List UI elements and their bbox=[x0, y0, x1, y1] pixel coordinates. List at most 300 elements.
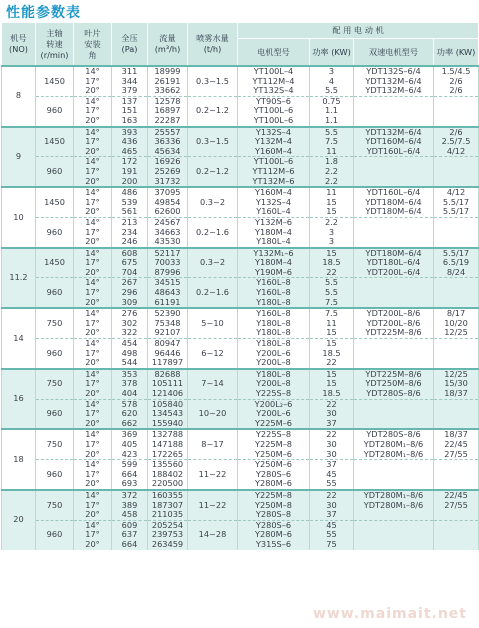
dual-power-cell bbox=[434, 399, 479, 429]
pressure-cell-value: 246 bbox=[121, 236, 138, 247]
speed-cell: 960 bbox=[36, 339, 74, 369]
power-cell-value: 15 bbox=[326, 327, 337, 338]
blade-angle-cell-value: 14° bbox=[85, 95, 100, 106]
speed-cell: 1450 bbox=[36, 127, 74, 157]
flow-cell bbox=[148, 278, 188, 308]
col-dual-power-header: 功率 (KW) bbox=[434, 39, 479, 67]
blade-angle-cell-value: 14° bbox=[85, 277, 100, 288]
flow-cell-value: 26191 bbox=[154, 75, 181, 86]
blade-angle-cell-value: 20° bbox=[85, 145, 100, 156]
motor-model-cell-value: Y280S–8 bbox=[255, 509, 292, 520]
flow-cell bbox=[148, 127, 188, 157]
power-cell-value: 55 bbox=[326, 529, 337, 540]
dual-power-cell-value: 2/6 bbox=[449, 85, 463, 96]
dual-motor-model-cell bbox=[354, 157, 434, 187]
dual-motor-model-cell-value bbox=[354, 237, 433, 247]
pressure-cell bbox=[112, 127, 148, 157]
flow-cell-value: 205254 bbox=[151, 519, 184, 530]
dual-power-cell-value: 18/37 bbox=[444, 388, 468, 398]
motor-model-cell-value: YT112M–4 bbox=[252, 75, 295, 86]
motor-model-cell-value: Y250M–8 bbox=[255, 499, 292, 510]
header-row bbox=[2, 23, 479, 39]
motor-model-cell-value: Y225S–8 bbox=[255, 388, 292, 398]
pressure-cell-value: 378 bbox=[121, 378, 138, 389]
motor-model-cell-value: YT100L–6 bbox=[253, 114, 294, 125]
dual-power-cell bbox=[434, 187, 479, 217]
blade-angle-cell-value: 14° bbox=[85, 459, 100, 470]
flow-cell-value: 36336 bbox=[154, 136, 181, 147]
flow-cell-value: 37095 bbox=[154, 187, 181, 198]
motor-model-cell-value: Y200L–6 bbox=[256, 408, 291, 419]
pressure-cell-value: 311 bbox=[121, 66, 138, 76]
dual-motor-model-cell-value: YDT180L–6/4 bbox=[366, 257, 421, 268]
power-cell-value: 2.2 bbox=[324, 165, 339, 176]
blade-angle-cell-value: 20° bbox=[85, 266, 100, 277]
motor-model-cell-value: Y160M–4 bbox=[255, 187, 292, 198]
motor-model-cell-value: Y190M–6 bbox=[255, 266, 292, 277]
power-cell-value: 15 bbox=[326, 206, 337, 217]
power-cell bbox=[310, 460, 354, 490]
motor-model-cell-value: Y280M–6 bbox=[255, 529, 292, 540]
motor-model-cell-value: Y180L–8 bbox=[256, 338, 291, 349]
motor-model-cell-value: Y132S–4 bbox=[255, 196, 292, 207]
blade-angle-cell-value: 17° bbox=[85, 226, 100, 237]
blade-angle-cell-value: 14° bbox=[85, 519, 100, 530]
flow-cell bbox=[148, 460, 188, 490]
power-cell bbox=[310, 339, 354, 369]
motor-model-cell-value: Y132M–4 bbox=[255, 136, 292, 147]
flow-cell-value: 239753 bbox=[151, 529, 184, 540]
power-cell-value: 4 bbox=[328, 75, 335, 86]
power-cell-value: 30 bbox=[326, 438, 337, 449]
power-cell-value: 5.5 bbox=[324, 126, 339, 137]
flow-cell-value: 92107 bbox=[154, 327, 181, 338]
flow-cell-value: 34663 bbox=[154, 226, 181, 237]
dual-power-cell-value: 12/25 bbox=[444, 368, 468, 379]
motor-model-cell-value: Y160L–4 bbox=[256, 206, 291, 217]
flow-cell-value: 45634 bbox=[154, 145, 181, 156]
motor-model-cell-value: Y225M–8 bbox=[255, 438, 292, 449]
pressure-cell-value: 693 bbox=[121, 478, 138, 489]
blade-angle-cell-value: 17° bbox=[85, 75, 100, 86]
blade-angle-cell-value: 17° bbox=[85, 438, 100, 449]
flow-cell-value: 12578 bbox=[154, 95, 181, 106]
motor-model-cell bbox=[238, 248, 310, 278]
dual-power-cell-value: 5.5/17 bbox=[442, 206, 470, 217]
table-row bbox=[2, 187, 479, 217]
col-model-header: 机号 (NO) bbox=[2, 23, 36, 67]
motor-model-cell bbox=[238, 187, 310, 217]
page-title: 性能参数表 bbox=[6, 5, 81, 21]
pressure-cell-value: 234 bbox=[121, 226, 138, 237]
pressure-cell bbox=[112, 96, 148, 126]
blade-angle-cell-value: 17° bbox=[85, 499, 100, 510]
blade-angle-cell-value: 20° bbox=[85, 357, 100, 368]
power-cell-value: 15 bbox=[326, 378, 337, 389]
table-body bbox=[2, 66, 479, 550]
dual-power-cell-value bbox=[434, 298, 478, 308]
dual-motor-model-cell bbox=[354, 399, 434, 429]
power-cell-value: 22 bbox=[326, 429, 337, 440]
flow-cell-value: 96446 bbox=[154, 347, 181, 358]
blade-angle-cell bbox=[74, 429, 112, 459]
pressure-cell-value: 436 bbox=[121, 136, 138, 147]
flow-cell bbox=[148, 490, 188, 520]
power-cell-value: 37 bbox=[326, 417, 337, 428]
blade-angle-cell bbox=[74, 157, 112, 187]
pressure-cell-value: 578 bbox=[121, 398, 138, 409]
power-cell bbox=[310, 66, 354, 96]
power-cell-value: 3 bbox=[328, 66, 335, 76]
motor-model-cell-value: YT90S–6 bbox=[256, 95, 291, 106]
dual-motor-model-cell-value: YDT160M–6/4 bbox=[365, 136, 422, 147]
dual-power-cell-value: 8/24 bbox=[446, 266, 466, 277]
motor-model-cell-value: Y200L–8 bbox=[256, 357, 291, 368]
pressure-cell-value: 172 bbox=[121, 156, 138, 167]
flow-cell bbox=[148, 66, 188, 96]
motor-model-cell-value: YT100L–4 bbox=[253, 66, 294, 76]
blade-angle-cell-value: 17° bbox=[85, 136, 100, 147]
power-cell-value: 22 bbox=[326, 489, 337, 500]
dual-motor-model-cell-value: YDT132M–6/4 bbox=[365, 126, 422, 137]
table-row bbox=[2, 157, 479, 187]
power-cell-value: 22 bbox=[326, 357, 337, 368]
pressure-cell bbox=[112, 490, 148, 520]
dual-motor-model-cell bbox=[354, 308, 434, 338]
spray-cell: 0.2~1.2 bbox=[188, 96, 238, 126]
pressure-cell-value: 276 bbox=[121, 308, 138, 319]
speed-cell: 750 bbox=[36, 308, 74, 338]
dual-power-cell bbox=[434, 369, 479, 399]
table-row bbox=[2, 66, 479, 96]
power-cell-value: 55 bbox=[326, 478, 337, 489]
dual-motor-model-cell-value: YDT225M–8/6 bbox=[365, 327, 422, 338]
blade-angle-cell-value: 17° bbox=[85, 287, 100, 298]
dual-motor-model-cell-value bbox=[354, 116, 433, 126]
dual-motor-model-cell bbox=[354, 96, 434, 126]
table-row bbox=[2, 96, 479, 126]
flow-cell-value: 33662 bbox=[154, 85, 181, 96]
power-cell bbox=[310, 520, 354, 549]
motor-model-cell-value: YT132S–4 bbox=[253, 85, 294, 96]
dual-power-cell bbox=[434, 308, 479, 338]
speed-cell: 1450 bbox=[36, 187, 74, 217]
spray-cell: 6~12 bbox=[188, 339, 238, 369]
motor-model-cell-value: Y200L–8 bbox=[256, 378, 291, 389]
dual-power-cell bbox=[434, 520, 479, 549]
speed-cell: 1450 bbox=[36, 248, 74, 278]
dual-motor-model-cell-value bbox=[354, 479, 433, 489]
table-row bbox=[2, 369, 479, 399]
blade-angle-cell-value: 14° bbox=[85, 398, 100, 409]
motor-model-cell-value: Y132M₁–6 bbox=[253, 247, 294, 258]
motor-model-cell bbox=[238, 429, 310, 459]
pressure-cell-value: 637 bbox=[121, 529, 138, 540]
motor-model-cell-value: Y225S–8 bbox=[255, 429, 292, 440]
pressure-cell bbox=[112, 248, 148, 278]
spray-cell: 11~22 bbox=[188, 490, 238, 520]
pressure-cell-value: 393 bbox=[121, 126, 138, 137]
pressure-cell bbox=[112, 369, 148, 399]
pressure-cell-value: 609 bbox=[121, 519, 138, 530]
dual-power-cell-value: 5.5/17 bbox=[442, 247, 470, 258]
blade-angle-cell-value: 14° bbox=[85, 368, 100, 379]
pressure-cell-value: 200 bbox=[121, 175, 138, 186]
dual-motor-model-cell-value: YDT280M₁–8/6 bbox=[363, 448, 424, 459]
table-row bbox=[2, 460, 479, 490]
motor-model-cell-value: Y160M–4 bbox=[255, 145, 292, 156]
spray-cell: 0.2~1.6 bbox=[188, 278, 238, 308]
pressure-cell-value: 599 bbox=[121, 459, 138, 470]
dual-power-cell-value: 2/6 bbox=[449, 75, 463, 86]
blade-angle-cell-value: 14° bbox=[85, 187, 100, 198]
power-cell-value: 15 bbox=[326, 196, 337, 207]
blade-angle-cell-value: 17° bbox=[85, 378, 100, 389]
motor-model-cell bbox=[238, 96, 310, 126]
power-cell-value: 7.5 bbox=[324, 136, 339, 147]
dual-motor-model-cell-value: YDT280S–8/6 bbox=[366, 388, 421, 398]
flow-cell-value: 31732 bbox=[154, 175, 181, 186]
dual-motor-model-cell-value bbox=[354, 298, 433, 308]
power-cell-value: 1.1 bbox=[324, 105, 339, 116]
power-cell-value: 37 bbox=[326, 459, 337, 470]
flow-cell-value: 211035 bbox=[151, 509, 184, 520]
blade-angle-cell-value: 20° bbox=[85, 206, 100, 217]
speed-cell: 960 bbox=[36, 278, 74, 308]
pressure-cell bbox=[112, 520, 148, 549]
power-cell bbox=[310, 248, 354, 278]
motor-model-cell bbox=[238, 308, 310, 338]
pressure-cell-value: 163 bbox=[121, 114, 138, 125]
power-cell-value: 37 bbox=[326, 509, 337, 520]
dual-power-cell-value: 22/45 bbox=[444, 438, 468, 449]
speed-cell: 750 bbox=[36, 369, 74, 399]
blade-angle-cell-value: 20° bbox=[85, 417, 100, 428]
dual-motor-model-cell bbox=[354, 339, 434, 369]
blade-angle-cell-value: 17° bbox=[85, 105, 100, 116]
motor-model-cell-value: Y280S–6 bbox=[255, 468, 292, 479]
dual-motor-model-cell bbox=[354, 460, 434, 490]
pressure-cell-value: 561 bbox=[121, 206, 138, 217]
blade-angle-cell bbox=[74, 490, 112, 520]
pressure-cell-value: 389 bbox=[121, 499, 138, 510]
dual-power-cell-value bbox=[434, 177, 478, 187]
motor-model-cell-value: Y180L–8 bbox=[256, 368, 291, 379]
pressure-cell-value: 608 bbox=[121, 247, 138, 258]
power-cell-value: 75 bbox=[326, 538, 337, 549]
model-number: 16 bbox=[2, 369, 36, 430]
flow-cell-value: 155940 bbox=[151, 417, 184, 428]
speed-cell: 750 bbox=[36, 429, 74, 459]
pressure-cell-value: 704 bbox=[121, 266, 138, 277]
dual-power-cell-value: 4/12 bbox=[446, 187, 466, 198]
flow-cell bbox=[148, 217, 188, 247]
col-motor-model-header: 电机型号 bbox=[238, 39, 310, 67]
dual-power-cell-value: 5.5/17 bbox=[442, 196, 470, 207]
motor-model-cell-value: Y280M–6 bbox=[255, 478, 292, 489]
flow-cell-value: 75348 bbox=[154, 317, 181, 328]
power-cell-value: 5.5 bbox=[324, 277, 339, 288]
dual-motor-model-cell-value bbox=[354, 540, 433, 550]
motor-model-cell-value: Y250M–6 bbox=[255, 448, 292, 459]
power-cell-value: 3 bbox=[328, 226, 335, 237]
speed-cell: 960 bbox=[36, 217, 74, 247]
power-cell-value: 1.1 bbox=[324, 114, 339, 125]
flow-cell-value: 16926 bbox=[154, 156, 181, 167]
dual-motor-model-cell-value: YDT132M–6/4 bbox=[365, 75, 422, 86]
motor-model-cell-value: Y200L–6 bbox=[256, 347, 291, 358]
dual-power-cell-value bbox=[434, 358, 478, 368]
dual-motor-model-cell-value: YDT250M–8/6 bbox=[365, 378, 422, 389]
table-row bbox=[2, 429, 479, 459]
motor-model-cell-value: YT100L–6 bbox=[253, 156, 294, 167]
power-cell-value: 11 bbox=[326, 317, 337, 328]
flow-cell-value: 82688 bbox=[154, 368, 181, 379]
pressure-cell-value: 137 bbox=[121, 95, 138, 106]
blade-angle-cell-value: 17° bbox=[85, 347, 100, 358]
blade-angle-cell-value: 20° bbox=[85, 175, 100, 186]
flow-cell-value: 172265 bbox=[151, 448, 184, 459]
power-cell-value: 45 bbox=[326, 468, 337, 479]
flow-cell-value: 80947 bbox=[154, 338, 181, 349]
motor-model-cell-value: Y160L–8 bbox=[256, 287, 291, 298]
dual-power-cell-value bbox=[434, 510, 478, 520]
blade-angle-cell bbox=[74, 399, 112, 429]
pressure-cell-value: 296 bbox=[121, 287, 138, 298]
table-row bbox=[2, 278, 479, 308]
flow-cell bbox=[148, 187, 188, 217]
dual-motor-model-cell-value: YDT200L–8/6 bbox=[366, 308, 421, 319]
spray-cell: 0.2~1.2 bbox=[188, 157, 238, 187]
power-cell-value: 18.5 bbox=[322, 347, 341, 358]
dual-motor-model-cell bbox=[354, 217, 434, 247]
dual-power-cell-value: 22/45 bbox=[444, 489, 468, 500]
motor-model-cell bbox=[238, 520, 310, 549]
power-cell bbox=[310, 187, 354, 217]
motor-model-cell-value: Y180L–8 bbox=[256, 327, 291, 338]
dual-motor-model-cell-value: YDT160L–6/4 bbox=[366, 145, 421, 156]
model-number: 9 bbox=[2, 127, 36, 188]
blade-angle-cell-value: 20° bbox=[85, 388, 100, 398]
pressure-cell bbox=[112, 339, 148, 369]
motor-model-cell-value: Y180L–8 bbox=[256, 317, 291, 328]
blade-angle-cell-value: 14° bbox=[85, 308, 100, 319]
motor-model-cell bbox=[238, 278, 310, 308]
power-cell-value: 15 bbox=[326, 247, 337, 258]
blade-angle-cell bbox=[74, 217, 112, 247]
flow-cell-value: 147188 bbox=[151, 438, 184, 449]
blade-angle-cell bbox=[74, 460, 112, 490]
blade-angle-cell bbox=[74, 339, 112, 369]
pressure-cell bbox=[112, 308, 148, 338]
power-cell-value: 22 bbox=[326, 398, 337, 409]
dual-motor-model-cell-value: YDT280M₁–8/6 bbox=[363, 489, 424, 500]
flow-cell-value: 34515 bbox=[154, 277, 181, 288]
table-row bbox=[2, 399, 479, 429]
blade-angle-cell-value: 20° bbox=[85, 448, 100, 459]
blade-angle-cell bbox=[74, 248, 112, 278]
dual-motor-model-cell-value: YDT160L–6/4 bbox=[366, 187, 421, 198]
dual-power-cell bbox=[434, 217, 479, 247]
flow-cell-value: 105840 bbox=[151, 398, 184, 409]
motor-model-cell bbox=[238, 66, 310, 96]
power-cell bbox=[310, 308, 354, 338]
power-cell-value: 30 bbox=[326, 408, 337, 419]
blade-angle-cell-value: 20° bbox=[85, 114, 100, 125]
dual-motor-model-cell bbox=[354, 278, 434, 308]
col-spray-header: 喷雾水量 (t/h) bbox=[188, 23, 238, 67]
blade-angle-cell-value: 14° bbox=[85, 489, 100, 500]
power-cell-value: 5.5 bbox=[324, 287, 339, 298]
pressure-cell-value: 662 bbox=[121, 417, 138, 428]
pressure-cell-value: 405 bbox=[121, 438, 138, 449]
pressure-cell-value: 379 bbox=[121, 85, 138, 96]
pressure-cell-value: 544 bbox=[121, 357, 138, 368]
flow-cell-value: 61191 bbox=[154, 296, 181, 307]
blade-angle-cell bbox=[74, 278, 112, 308]
table-row bbox=[2, 520, 479, 549]
dual-motor-model-cell-value: YDT180M–6/4 bbox=[365, 206, 422, 217]
flow-cell bbox=[148, 399, 188, 429]
power-cell-value: 30 bbox=[326, 499, 337, 510]
pressure-cell bbox=[112, 429, 148, 459]
pressure-cell bbox=[112, 460, 148, 490]
dual-motor-model-cell bbox=[354, 127, 434, 157]
dual-motor-model-cell-value: YDT180M–6/4 bbox=[365, 196, 422, 207]
motor-model-cell-value: Y180L–4 bbox=[256, 236, 291, 247]
motor-model-cell bbox=[238, 399, 310, 429]
power-cell bbox=[310, 157, 354, 187]
motor-model-cell bbox=[238, 127, 310, 157]
power-cell bbox=[310, 369, 354, 399]
spray-cell: 14~28 bbox=[188, 520, 238, 549]
dual-power-cell bbox=[434, 96, 479, 126]
dual-power-cell bbox=[434, 248, 479, 278]
blade-angle-cell-value: 20° bbox=[85, 509, 100, 520]
flow-cell-value: 188402 bbox=[151, 468, 184, 479]
power-cell-value: 0.75 bbox=[322, 95, 341, 106]
power-cell-value: 2.2 bbox=[324, 175, 339, 186]
motor-model-cell-value: YT132M–6 bbox=[252, 175, 295, 186]
pressure-cell-value: 372 bbox=[121, 489, 138, 500]
motor-model-cell-value: YT100L–6 bbox=[253, 105, 294, 116]
blade-angle-cell-value: 14° bbox=[85, 156, 100, 167]
motor-model-cell-value: Y180L–8 bbox=[256, 296, 291, 307]
flow-cell-value: 160355 bbox=[151, 489, 184, 500]
blade-angle-cell-value: 17° bbox=[85, 408, 100, 419]
flow-cell-value: 18999 bbox=[154, 66, 181, 76]
power-cell-value: 5.5 bbox=[324, 85, 339, 96]
power-cell bbox=[310, 217, 354, 247]
dual-power-cell-value: 27/55 bbox=[444, 448, 468, 459]
blade-angle-cell-value: 14° bbox=[85, 216, 100, 227]
dual-power-cell-value bbox=[434, 116, 478, 126]
pressure-cell bbox=[112, 399, 148, 429]
flow-cell-value: 25269 bbox=[154, 165, 181, 176]
pressure-cell-value: 664 bbox=[121, 538, 138, 549]
flow-cell bbox=[148, 308, 188, 338]
pressure-cell bbox=[112, 217, 148, 247]
flow-cell-value: 263459 bbox=[151, 538, 184, 549]
pressure-cell bbox=[112, 278, 148, 308]
blade-angle-cell-value: 17° bbox=[85, 196, 100, 207]
motor-model-cell bbox=[238, 369, 310, 399]
blade-angle-cell-value: 14° bbox=[85, 126, 100, 137]
col-speed-header: 主轴 转速 (r/min) bbox=[36, 23, 74, 67]
motor-model-cell-value: Y132M–6 bbox=[255, 216, 292, 227]
blade-angle-cell-value: 14° bbox=[85, 338, 100, 349]
flow-cell bbox=[148, 429, 188, 459]
